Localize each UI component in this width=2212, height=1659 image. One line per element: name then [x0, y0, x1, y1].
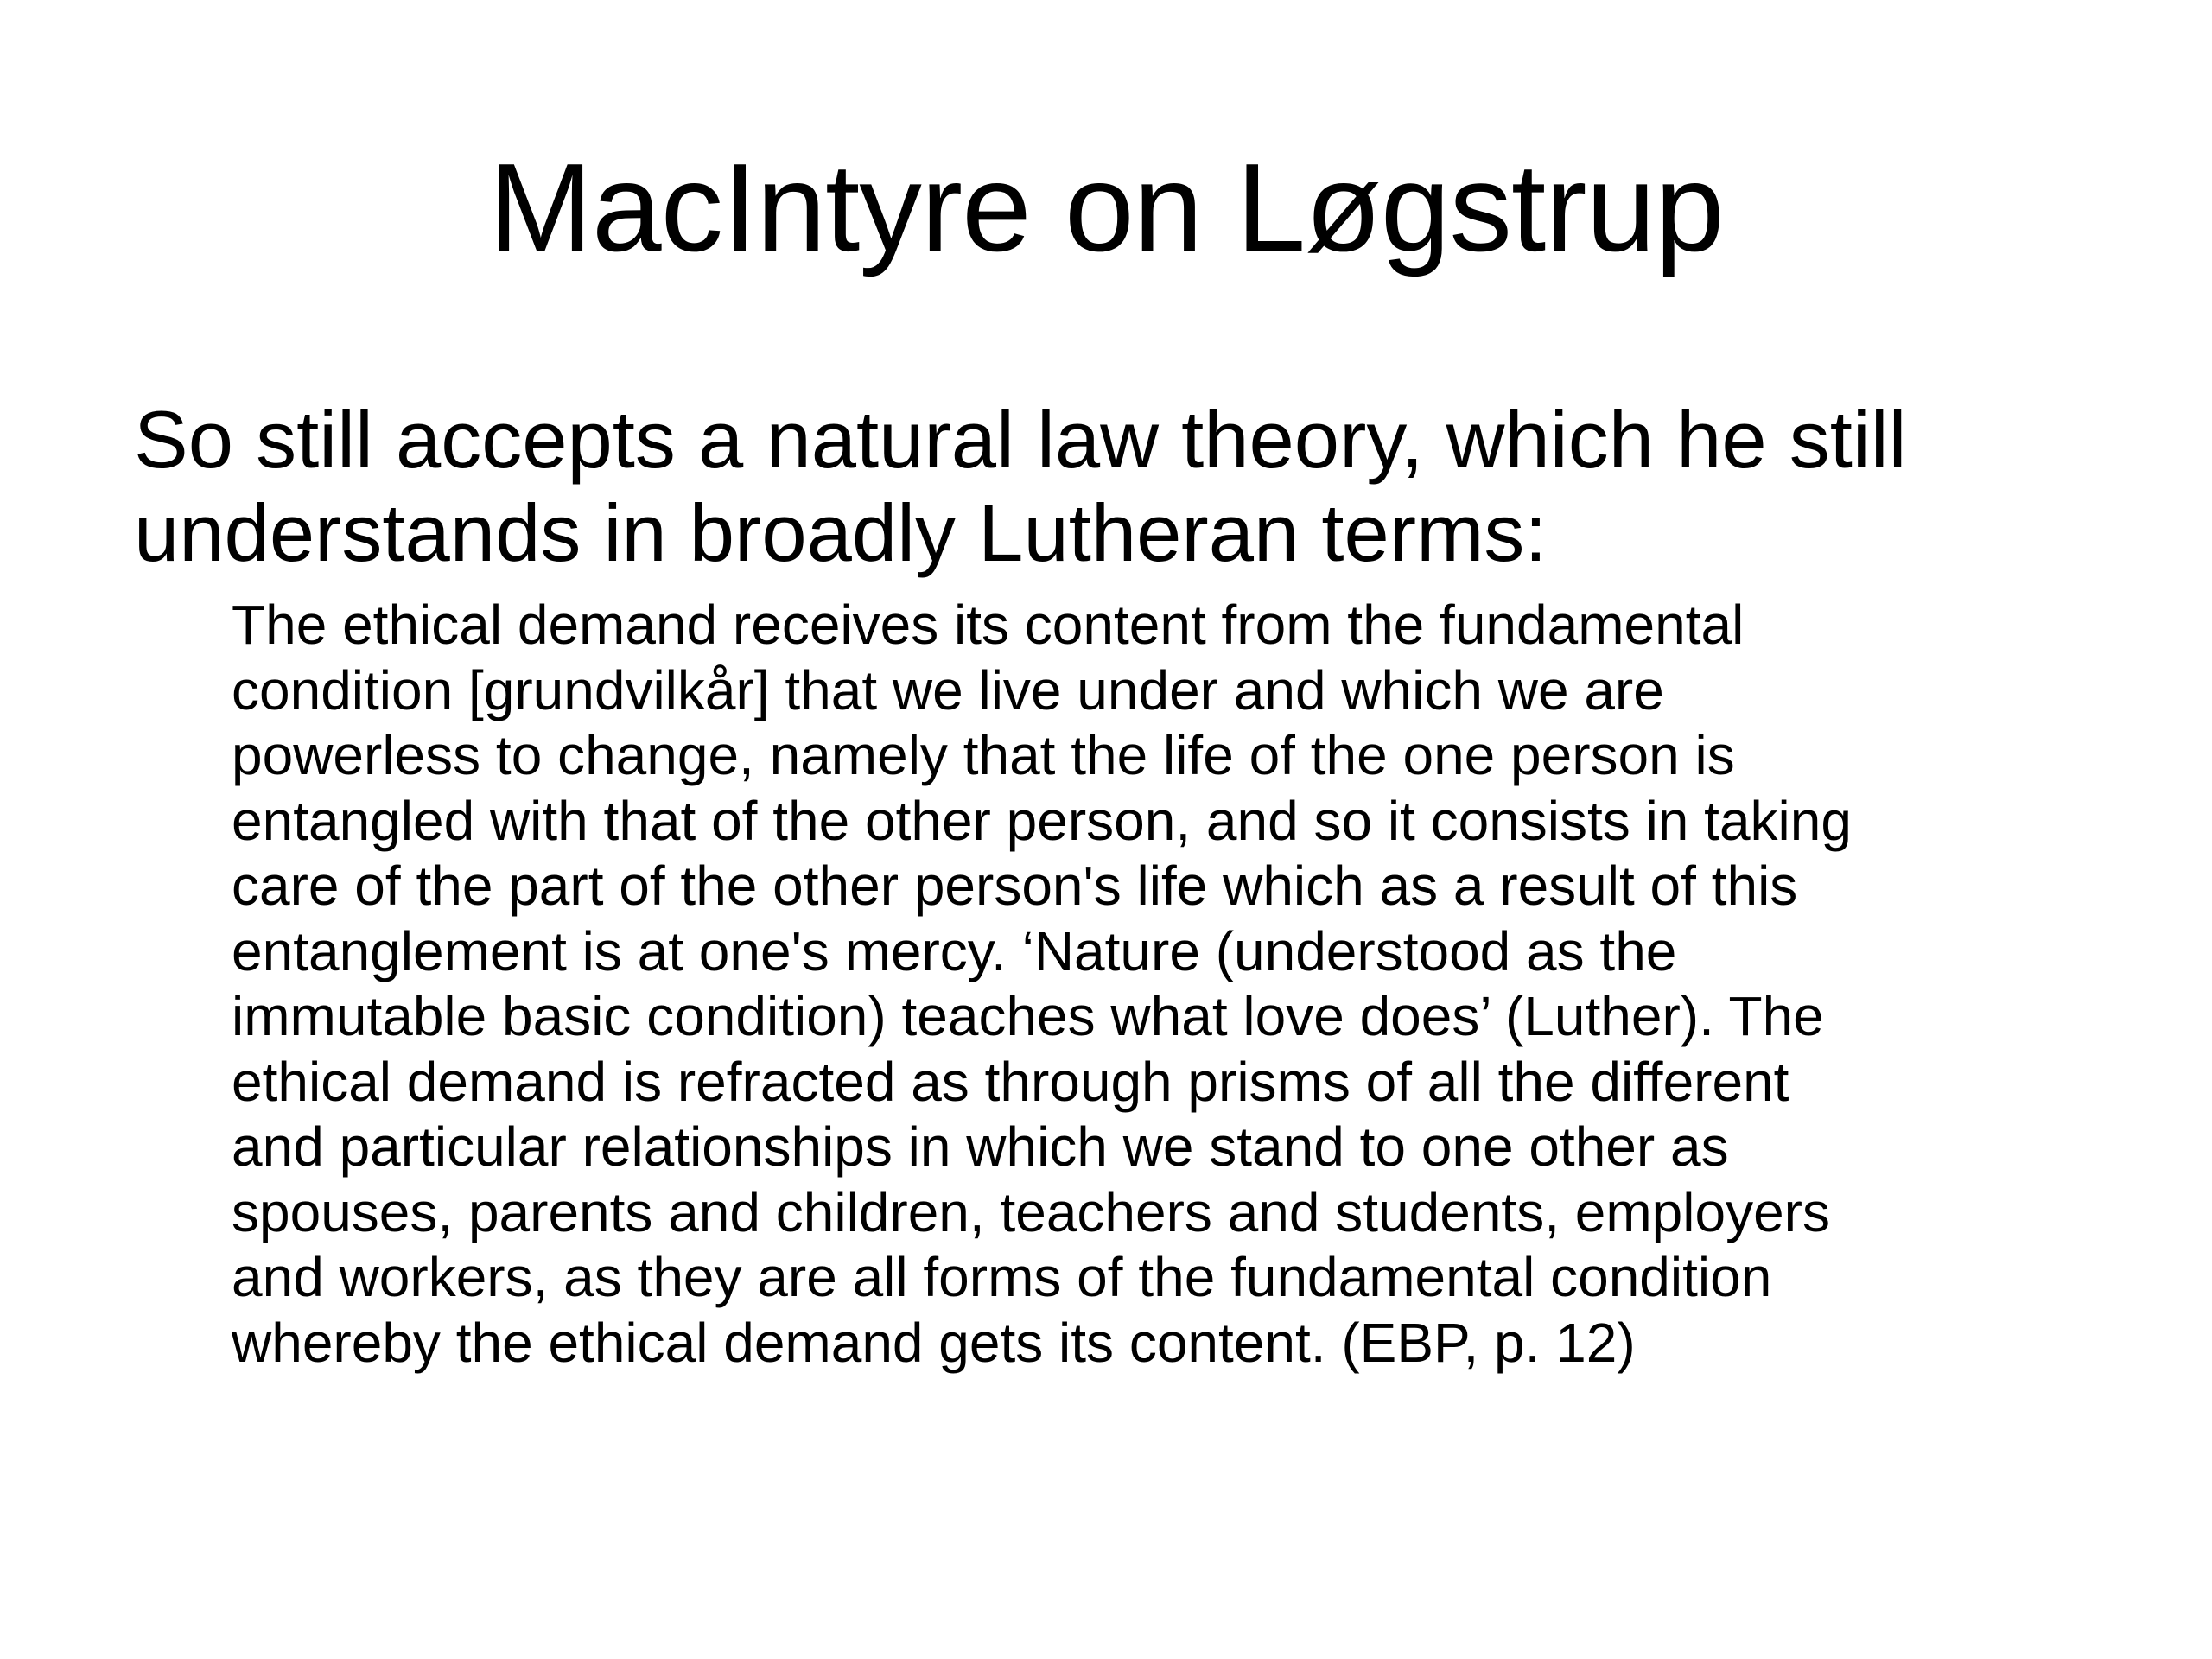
quote-line: and particular relationships in which we stand to one other as	[232, 1116, 1729, 1178]
quote-line: powerless to change, namely that the life of the one person is	[232, 724, 1735, 786]
intro-line: understands in broadly Lutheran terms:	[134, 487, 1548, 578]
quote-line: condition [grundvilkår] that we live under and which we are	[232, 658, 1664, 721]
intro-line: So still accepts a natural law theory, which he still	[134, 394, 1907, 485]
quote-line: entanglement is at one's mercy. ‘Nature (understood as the	[232, 919, 1677, 982]
quote-line: care of the part of the other person's life which as a result of this	[232, 855, 1798, 917]
quote-line: and workers, as they are all forms of the fundamental condition	[232, 1246, 1772, 1308]
quote-line: whereby the ethical demand gets its content. (EBP, p. 12)	[232, 1311, 1636, 1374]
block-quote	[232, 593, 2193, 1376]
quote-line: spouses, parents and children, teachers and students, employers	[232, 1180, 1830, 1243]
intro-paragraph	[134, 393, 2121, 580]
quote-line: immutable basic condition) teaches what love does’ (Luther). The	[232, 985, 1824, 1047]
quote-line: entangled with that of the other person, and so it consists in taking	[232, 789, 1852, 852]
quote-line: The ethical demand receives its content from the fundamental	[232, 594, 1745, 656]
slide-title: MacIntyre on Løgstrup	[488, 137, 1724, 277]
quote-line: ethical demand is refracted as through prisms of all the different	[232, 1050, 1789, 1113]
